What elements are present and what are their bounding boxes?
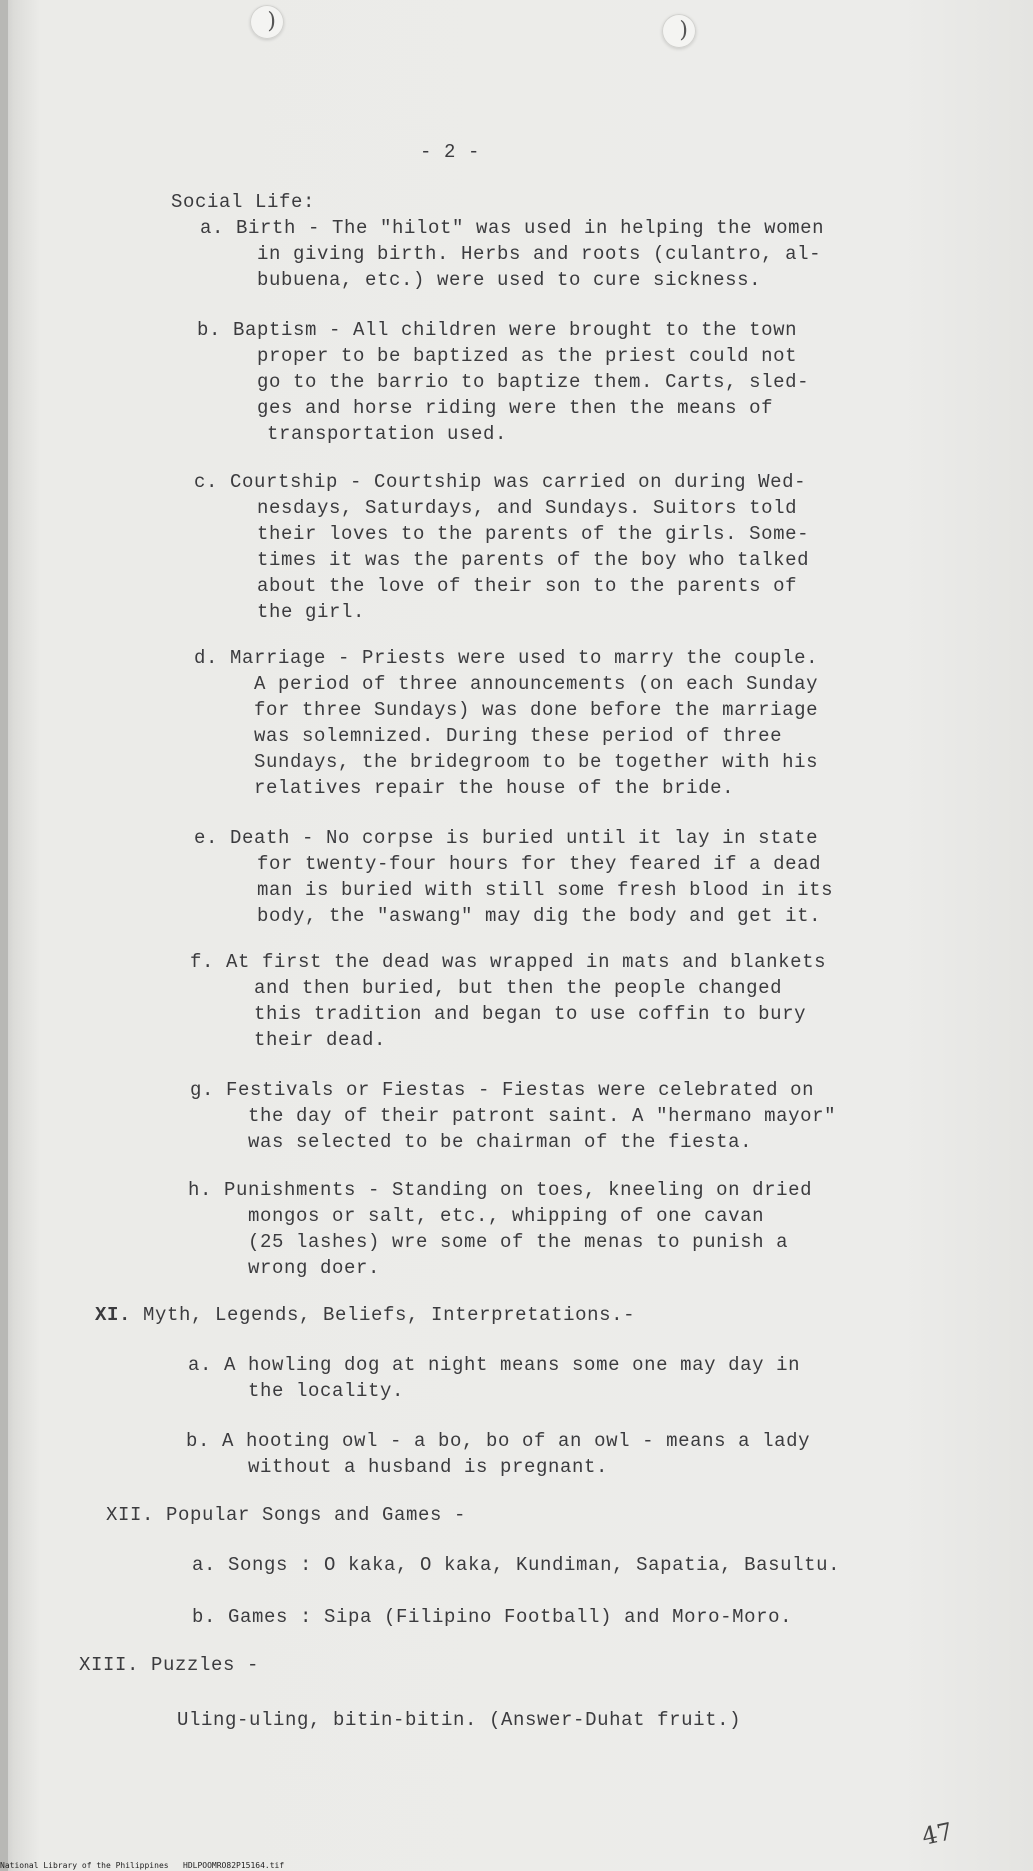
games-line: b. Games : Sipa (Filipino Football) and Moro-Moro.: [192, 1606, 793, 1628]
death-line-3: man is buried with still some fresh blood in its: [257, 879, 834, 901]
punishment-line-1: h. Punishments - Standing on toes, kneeling on dried: [188, 1179, 813, 1201]
fiesta-line-3: was selected to be chairman of the fiesta.: [248, 1131, 753, 1153]
burial-line-1: f. At first the dead was wrapped in mats and blankets: [190, 951, 827, 973]
marriage-line-1: d. Marriage - Priests were used to marry the couple.: [194, 647, 819, 669]
fiesta-line-2: the day of their patront saint. A "hermano mayor": [248, 1105, 837, 1127]
baptism-line-1: b. Baptism - All children were brought to the town: [197, 319, 798, 341]
section-xiii-heading: XIII. Puzzles -: [79, 1654, 260, 1676]
courtship-line-6: the girl.: [257, 601, 366, 623]
baptism-line-3: go to the barrio to baptize them. Carts, sled-: [257, 371, 810, 393]
archive-footer: National Library of the Philippines HDLPOOMRO82P15164.tif: [0, 1861, 285, 1870]
section-xii-heading: XII. Popular Songs and Games -: [106, 1504, 467, 1526]
marriage-line-4: was solemnized. During these period of three: [254, 725, 783, 747]
courtship-line-3: their loves to the parents of the girls. Some-: [257, 523, 810, 545]
birth-line-1: a. Birth - The "hilot" was used in helping the women: [200, 217, 825, 239]
punishment-line-4: wrong doer.: [248, 1257, 381, 1279]
baptism-line-5: transportation used.: [267, 423, 508, 445]
marriage-line-2: A period of three announcements (on each Sunday: [254, 673, 819, 695]
songs-line: a. Songs : O kaka, O kaka, Kundiman, Sapatia, Basultu.: [192, 1554, 841, 1576]
death-line-4: body, the "aswang" may dig the body and get it.: [257, 905, 822, 927]
burial-line-3: this tradition and began to use coffin to bury: [254, 1003, 807, 1025]
courtship-line-2: nesdays, Saturdays, and Sundays. Suitors told: [257, 497, 798, 519]
belief-owl-line-2: without a husband is pregnant.: [248, 1456, 609, 1478]
courtship-line-4: times it was the parents of the boy who talked: [257, 549, 810, 571]
marriage-line-5: Sundays, the bridegroom to be together with his: [254, 751, 819, 773]
section-xi-heading: [95, 1303, 635, 1327]
death-line-2: for twenty-four hours for they feared if a dead: [257, 853, 822, 875]
punch-hole-right: ): [662, 14, 696, 48]
marriage-line-6: relatives repair the house of the bride.: [254, 777, 735, 799]
belief-dog-line-2: the locality.: [248, 1380, 405, 1402]
death-line-1: e. Death - No corpse is buried until it lay in state: [194, 827, 819, 849]
courtship-line-1: c. Courtship - Courtship was carried on during Wed-: [194, 471, 807, 493]
punishment-line-3: (25 lashes) wre some of the menas to punish a: [248, 1231, 789, 1253]
page-spine-shadow: [0, 0, 8, 1871]
birth-line-2: in giving birth. Herbs and roots (culantro, al-: [257, 243, 822, 265]
punch-hole-left: ): [250, 5, 284, 39]
baptism-line-4: ges and horse riding were then the means of: [257, 397, 774, 419]
belief-owl-line-1: b. A hooting owl - a bo, bo of an owl - means a lady: [186, 1430, 811, 1452]
section-xi-number: XI.: [95, 1304, 132, 1326]
birth-line-3: bubuena, etc.) were used to cure sickness.: [257, 269, 762, 291]
section-xi-title: Myth, Legends, Beliefs, Interpretations.-: [131, 1304, 636, 1326]
courtship-line-5: about the love of their son to the parents of: [257, 575, 798, 597]
burial-line-2: and then buried, but then the people changed: [254, 977, 783, 999]
puzzle-line: Uling-uling, bitin-bitin. (Answer-Duhat fruit.): [177, 1709, 742, 1731]
belief-dog-line-1: a. A howling dog at night means some one may day in: [188, 1354, 801, 1376]
page-number: - 2 -: [420, 141, 481, 163]
fiesta-line-1: g. Festivals or Fiestas - Fiestas were celebrated on: [190, 1079, 815, 1101]
punishment-line-2: mongos or salt, etc., whipping of one cavan: [248, 1205, 765, 1227]
marriage-line-3: for three Sundays) was done before the marriage: [254, 699, 819, 721]
burial-line-4: their dead.: [254, 1029, 387, 1051]
heading-social-life: Social Life:: [171, 191, 316, 213]
handwritten-page-number: 47: [919, 1817, 956, 1851]
baptism-line-2: proper to be baptized as the priest could not: [257, 345, 798, 367]
